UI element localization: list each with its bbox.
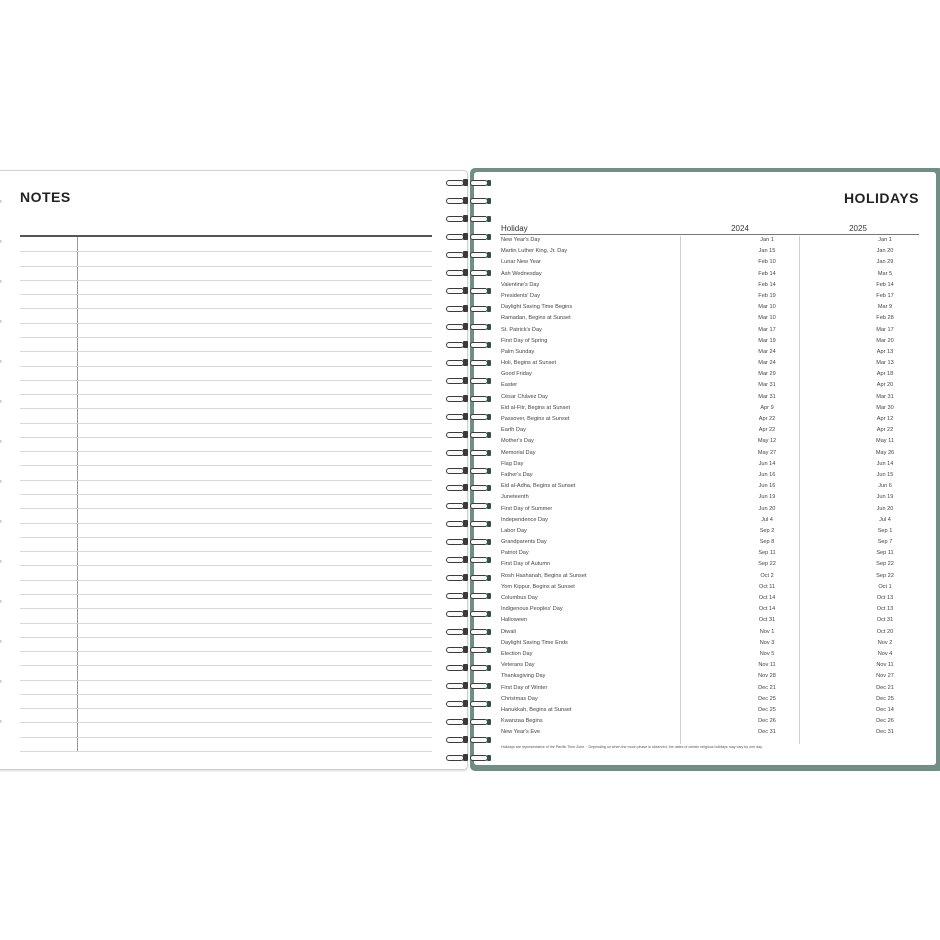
date-2024: Dec 21: [758, 684, 776, 691]
holiday-name: New Year's Day: [501, 237, 541, 243]
notes-ruled-line: [20, 694, 432, 695]
date-2025: Apr 22: [876, 427, 894, 434]
date-2025: Jul 4: [879, 516, 891, 523]
spiral-coil: [446, 663, 492, 673]
spiral-coil: [446, 448, 492, 458]
date-2025: Jan 29: [876, 259, 894, 266]
date-2025: Jun 19: [876, 494, 894, 501]
date-2025: Mar 5: [877, 270, 893, 277]
notes-ruled-line: [20, 565, 432, 566]
holiday-row: [501, 257, 919, 268]
date-2025: Mar 9: [877, 304, 893, 311]
holiday-name: Veterans Day: [501, 662, 535, 669]
holiday-row: [501, 380, 919, 391]
spiral-coil: [446, 483, 492, 493]
date-2025: Dec 14: [876, 706, 894, 713]
date-2024: Jul 4: [761, 516, 773, 523]
notes-ruled-line: [20, 308, 432, 309]
date-2024: Mar 31: [758, 382, 776, 389]
holiday-row: [501, 571, 919, 582]
date-2024: Feb 14: [758, 270, 776, 277]
notes-ruled-line: [20, 451, 432, 452]
spiral-coil: [446, 358, 492, 368]
spiral-coil: [446, 340, 492, 350]
notes-ruled-line: [20, 380, 432, 381]
date-2024: Oct 14: [758, 606, 776, 613]
holiday-row: [501, 392, 919, 403]
notes-page: [0, 170, 468, 770]
holiday-name: Patriot Day: [501, 550, 529, 557]
notes-ruled-line: [20, 651, 432, 652]
date-2025: Feb 28: [876, 315, 894, 322]
holiday-name: Rosh Hashanah, Begins at Sunset: [501, 572, 587, 579]
holiday-name: First Day of Spring: [501, 337, 548, 344]
holiday-row: [501, 313, 919, 324]
holidays-page: [474, 172, 936, 765]
spiral-coil: [446, 717, 492, 727]
holiday-name: Ramadan, Begins at Sunset: [501, 315, 571, 322]
date-2024: Mar 31: [758, 393, 776, 400]
notes-ruled-line: [20, 366, 432, 367]
spiral-binding: [446, 178, 492, 763]
date-2024: Mar 10: [758, 304, 776, 311]
holiday-row: [501, 358, 919, 369]
holiday-row: [501, 448, 919, 459]
date-2024: Oct 14: [758, 595, 776, 601]
holidays-title: HOLIDAYS: [843, 190, 919, 206]
notes-ruled-line: [20, 251, 432, 252]
notes-ruled-line: [20, 623, 432, 624]
perforation-mark: [0, 320, 2, 325]
perforation-mark: [0, 280, 2, 285]
date-2025: Nov 11: [876, 662, 894, 669]
notes-ruled-line: [20, 480, 432, 481]
holiday-name: First Day of Autumn: [501, 561, 551, 568]
notes-ruled-line: [20, 594, 432, 595]
holiday-name: Indigenous Peoples' Day: [501, 606, 563, 613]
date-2024: Jan 1: [760, 237, 774, 243]
spiral-coil: [446, 376, 492, 386]
notes-lined-area: [20, 235, 432, 751]
date-2024: Jun 19: [758, 494, 776, 501]
perforation-mark: [0, 440, 2, 445]
holiday-name: Holi, Begins at Sunset: [501, 360, 557, 367]
date-2025: Oct 31: [876, 617, 894, 624]
holiday-name: Easter: [501, 382, 518, 389]
year-2025-column-header: 2025: [849, 224, 867, 233]
holiday-name: Diwali: [501, 628, 516, 635]
spiral-coil: [446, 501, 492, 511]
spiral-coil: [446, 699, 492, 709]
holiday-row: [501, 694, 919, 705]
holiday-name: Election Day: [501, 650, 533, 657]
notes-ruled-line: [20, 408, 432, 409]
date-2025: Sep 22: [876, 561, 894, 568]
date-2024: May 12: [757, 438, 777, 445]
spiral-coil: [446, 232, 492, 242]
holiday-row: [501, 492, 919, 503]
holiday-name: Hanukkah, Begins at Sunset: [501, 706, 572, 713]
notes-top-rule: [20, 235, 432, 237]
notes-ruled-line: [20, 537, 432, 538]
holiday-row: [501, 515, 919, 526]
holiday-row: [501, 671, 919, 682]
holiday-name: Mother's Day: [501, 438, 534, 445]
date-2025: May 11: [876, 438, 894, 445]
date-2025: May 26: [875, 449, 895, 456]
date-2025: Sep 22: [876, 572, 894, 579]
holiday-name: César Chávez Day: [501, 393, 548, 400]
holiday-name: Halloween: [501, 617, 528, 624]
date-2025: Mar 13: [876, 360, 894, 367]
date-2024: Nov 1: [759, 628, 775, 635]
notes-ruled-line: [20, 351, 432, 352]
date-2025: Apr 13: [876, 348, 894, 355]
date-2025: Dec 25: [876, 695, 894, 702]
date-2024: Feb 19: [758, 292, 776, 299]
date-2024: Dec 26: [758, 718, 776, 725]
spiral-coil: [446, 178, 492, 188]
date-2024: Sep 2: [759, 527, 775, 534]
holiday-row: [501, 302, 919, 313]
notes-ruled-line: [20, 580, 432, 581]
spiral-coil: [446, 681, 492, 691]
notes-ruled-line: [20, 323, 432, 324]
date-2024: Jun 16: [758, 483, 776, 490]
holiday-row: [501, 627, 919, 638]
perforation-mark: [0, 400, 2, 405]
notes-ruled-line: [20, 665, 432, 666]
notes-ruled-line: [20, 465, 432, 466]
spiral-coil: [446, 627, 492, 637]
date-2024: Feb 14: [758, 281, 776, 288]
notes-ruled-line: [20, 494, 432, 495]
date-2024: Dec 25: [758, 695, 776, 702]
date-2025: Apr 18: [876, 371, 894, 378]
spiral-coil: [446, 735, 492, 745]
holiday-row: [501, 425, 919, 436]
date-2025: Nov 2: [877, 639, 893, 646]
holiday-row: [501, 336, 919, 347]
holiday-name: Memorial Day: [501, 449, 536, 456]
date-2025: Oct 13: [876, 606, 894, 613]
date-2024: Apr 9: [760, 404, 774, 411]
notes-ruled-line: [20, 608, 432, 609]
date-2025: Nov 27: [876, 673, 894, 680]
holiday-name: Lunar New Year: [501, 259, 541, 266]
holiday-name: Valentine's Day: [501, 281, 540, 288]
notes-ruled-line: [20, 751, 432, 752]
date-2024: Mar 17: [758, 326, 776, 333]
holiday-row: [501, 582, 919, 593]
holiday-name: Martin Luther King, Jr. Day: [501, 248, 568, 255]
date-2025: Nov 4: [877, 650, 893, 657]
holiday-row: [501, 269, 919, 280]
holiday-name: Earth Day: [501, 427, 526, 434]
year-2024-column-header: 2024: [731, 224, 749, 233]
date-2024: Jun 20: [758, 505, 776, 512]
date-2025: Jun 14: [876, 460, 894, 467]
holiday-row: [501, 559, 919, 570]
spiral-coil: [446, 555, 492, 565]
holiday-row: [501, 414, 919, 425]
holiday-row: [501, 548, 919, 559]
spiral-coil: [446, 268, 492, 278]
holiday-name: Eid al-Fitr, Begins at Sunset: [501, 404, 571, 411]
holiday-name: Presidents' Day: [501, 292, 540, 299]
date-2025: Sep 7: [877, 539, 893, 546]
spiral-coil: [446, 591, 492, 601]
holiday-row: [501, 649, 919, 660]
perforation-mark: [0, 240, 2, 245]
notes-ruled-line: [20, 437, 432, 438]
holiday-row: [501, 246, 919, 257]
date-2025: Mar 17: [876, 326, 894, 333]
date-2025: Jun 15: [876, 471, 894, 478]
spiral-coil: [446, 537, 492, 547]
holiday-row: [501, 537, 919, 548]
date-2024: May 27: [757, 449, 777, 456]
date-2024: Mar 29: [758, 371, 776, 378]
notes-ruled-line: [20, 280, 432, 281]
spiral-coil: [446, 304, 492, 314]
date-2025: Apr 20: [876, 382, 894, 389]
date-2024: Jan 15: [758, 248, 776, 255]
holiday-row: [501, 727, 919, 738]
date-2024: Dec 31: [758, 729, 776, 736]
date-2025: Jun 20: [876, 505, 894, 512]
spiral-coil: [446, 573, 492, 583]
date-2024: Oct 2: [760, 572, 774, 579]
page-edge-perforations: [0, 171, 3, 769]
date-2025: Oct 13: [876, 595, 894, 601]
date-2024: Oct 11: [758, 583, 776, 590]
holiday-row: [501, 470, 919, 481]
perforation-mark: [0, 520, 2, 525]
holiday-name: Labor Day: [501, 527, 527, 534]
date-2024: Mar 10: [758, 315, 776, 322]
holiday-name: Juneteenth: [501, 494, 529, 501]
perforation-mark: [0, 720, 2, 725]
holiday-row: [501, 403, 919, 414]
date-2025: Mar 30: [876, 404, 894, 411]
notes-ruled-line: [20, 737, 432, 738]
notes-ruled-line: [20, 551, 432, 552]
date-2024: Nov 28: [758, 673, 776, 680]
holiday-row: [501, 593, 919, 604]
holiday-row: [501, 325, 919, 336]
perforation-mark: [0, 200, 2, 205]
holiday-name: First Day of Winter: [501, 684, 548, 691]
date-2025: Dec 31: [876, 729, 894, 736]
spiral-coil: [446, 250, 492, 260]
holiday-name: Good Friday: [501, 371, 532, 378]
holiday-row: [501, 716, 919, 727]
notes-ruled-line: [20, 722, 432, 723]
spiral-coil: [446, 609, 492, 619]
date-2024: Nov 11: [758, 662, 776, 669]
holiday-row: [501, 235, 919, 246]
notes-ruled-line: [20, 394, 432, 395]
date-2025: Sep 1: [877, 527, 893, 534]
date-2024: Sep 8: [759, 539, 775, 546]
date-2024: Dec 25: [758, 706, 776, 713]
holiday-name: New Year's Eve: [501, 729, 541, 736]
date-2025: Jan 20: [876, 248, 894, 255]
holiday-row: [501, 481, 919, 492]
holiday-row: [501, 347, 919, 358]
spiral-coil: [446, 322, 492, 332]
date-2024: Mar 19: [758, 337, 776, 344]
spiral-coil: [446, 430, 492, 440]
holiday-row: [501, 280, 919, 291]
spiral-coil: [446, 519, 492, 529]
holiday-name: First Day of Summer: [501, 505, 553, 512]
date-2024: Jun 16: [758, 471, 776, 478]
holiday-name: Palm Sunday: [501, 348, 535, 355]
spiral-coil: [446, 645, 492, 655]
spiral-coil: [446, 753, 492, 763]
spiral-coil: [446, 466, 492, 476]
date-2025: Dec 21: [876, 684, 894, 691]
holiday-name: Christmas Day: [501, 695, 538, 702]
date-2024: Sep 22: [758, 561, 776, 568]
holiday-column-header: Holiday: [501, 224, 528, 233]
date-2024: Apr 22: [758, 416, 776, 422]
perforation-mark: [0, 680, 2, 685]
holiday-name: Grandparents Day: [501, 539, 547, 546]
date-2025: Mar 31: [876, 393, 894, 400]
holiday-name: Kwanzaa Begins: [501, 718, 543, 725]
date-2025: Feb 14: [876, 281, 894, 288]
date-2024: Mar 24: [758, 348, 776, 355]
date-2025: Sep 11: [876, 550, 894, 557]
date-2024: Mar 24: [758, 360, 776, 367]
holiday-row: [501, 504, 919, 515]
holiday-row: [501, 526, 919, 537]
notes-ruled-line: [20, 294, 432, 295]
holiday-name: Father's Day: [501, 471, 533, 478]
holiday-row: [501, 459, 919, 470]
date-2024: Sep 11: [758, 550, 776, 557]
date-2024: Jun 14: [758, 460, 776, 467]
notes-ruled-line: [20, 337, 432, 338]
spiral-coil: [446, 286, 492, 296]
date-2025: Mar 20: [876, 337, 894, 344]
holiday-row: [501, 705, 919, 716]
holiday-row: [501, 369, 919, 380]
date-2024: Feb 10: [758, 259, 776, 266]
spiral-coil: [446, 412, 492, 422]
perforation-mark: [0, 360, 2, 365]
perforation-mark: [0, 600, 2, 605]
spiral-coil: [446, 196, 492, 206]
date-2025: Oct 1: [878, 583, 892, 590]
spiral-coil: [446, 214, 492, 224]
holiday-row: [501, 291, 919, 302]
date-2025: Dec 26: [876, 718, 894, 725]
perforation-mark: [0, 480, 2, 485]
date-2025: Oct 20: [876, 628, 894, 635]
holiday-row: [501, 615, 919, 626]
holidays-table: [501, 235, 919, 738]
date-2024: Nov 5: [759, 650, 775, 657]
date-2024: Apr 22: [758, 427, 776, 434]
holiday-row: [501, 683, 919, 694]
holiday-name: Thanksgiving Day: [501, 673, 546, 680]
notes-ruled-line: [20, 508, 432, 509]
holiday-row: [501, 436, 919, 447]
perforation-mark: [0, 560, 2, 565]
holiday-row: [501, 604, 919, 615]
perforation-mark: [0, 640, 2, 645]
date-2024: Nov 3: [759, 639, 775, 646]
date-2024: Oct 31: [758, 617, 776, 624]
notes-ruled-line: [20, 266, 432, 267]
holiday-name: Flag Day: [501, 460, 524, 467]
holiday-name: Columbus Day: [501, 595, 538, 601]
notes-ruled-line: [20, 708, 432, 709]
holiday-name: Daylight Saving Time Begins: [501, 304, 573, 311]
holiday-name: Daylight Saving Time Ends: [501, 639, 568, 646]
date-2025: Feb 17: [876, 292, 894, 299]
holiday-name: Passover, Begins at Sunset: [501, 416, 570, 422]
holiday-name: Yom Kippur, Begins at Sunset: [501, 583, 575, 590]
holiday-name: Eid al-Adha, Begins at Sunset: [501, 483, 576, 490]
spiral-coil: [446, 394, 492, 404]
holiday-row: [501, 660, 919, 671]
date-2025: Jun 6: [878, 483, 892, 490]
date-2025: Apr 12: [876, 416, 894, 422]
holidays-footnote: Holidays are representative of the Pacific Time Zone. · Depending on when the moon phase is observed, the dates of certain religious holidays may vary by one day.: [501, 745, 763, 749]
date-2025: Jan 1: [878, 237, 892, 243]
notes-ruled-line: [20, 423, 432, 424]
notes-ruled-line: [20, 523, 432, 524]
holiday-name: Ash Wednesday: [501, 270, 542, 277]
notes-ruled-line: [20, 680, 432, 681]
holiday-row: [501, 638, 919, 649]
holiday-name: St. Patrick's Day: [501, 326, 542, 333]
notes-title: NOTES: [20, 189, 71, 205]
notes-ruled-line: [20, 637, 432, 638]
holiday-name: Independence Day: [501, 516, 548, 523]
